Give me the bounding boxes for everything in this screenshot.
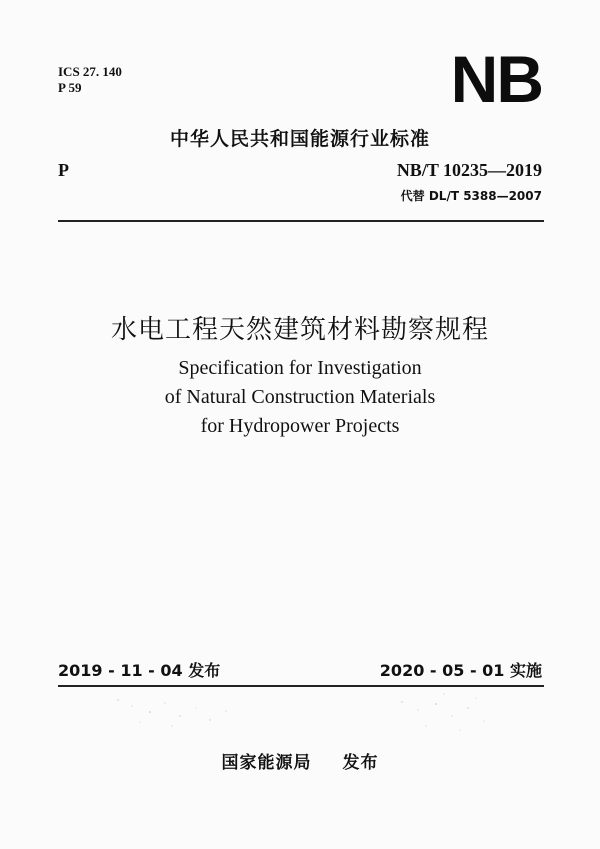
ics-code: ICS 27. 140 [58, 64, 122, 79]
issue-date: 2019 - 11 - 04 发布 [58, 661, 221, 680]
class-code: P 59 [58, 80, 82, 95]
title-chinese: 水电工程天然建筑材料勘察规程 [110, 315, 489, 345]
publisher-name: 国家能源局 [221, 753, 312, 773]
category-letter: P [58, 160, 69, 180]
org-title: 中华人民共和国能源行业标准 [169, 128, 430, 150]
nb-logo: NB [450, 42, 542, 116]
implementation-date: 2020 - 05 - 01 实施 [379, 661, 542, 680]
publisher [0, 748, 600, 773]
title-english-line-3: for Hydropower Projects [200, 415, 400, 437]
standard-number: NB/T 10235—2019 [396, 160, 542, 180]
replaces-standard: 代替 DL/T 5388—2007 [400, 189, 542, 203]
title-english-line-2: of Natural Construction Materials [164, 386, 436, 408]
publisher-action: 发布 [342, 753, 379, 773]
title-english-line-1: Specification for Investigation [178, 357, 422, 379]
